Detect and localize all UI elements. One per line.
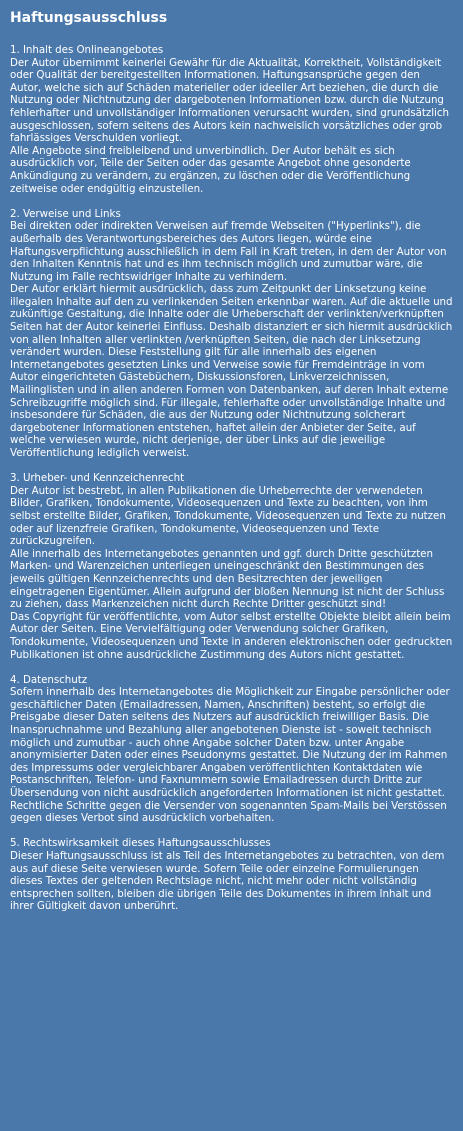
section-heading: 4. Datenschutz [10, 673, 88, 686]
section-paragraph: Dieser Haftungsausschluss ist als Teil des Internetangebotes zu betrachten, von dem aus auf diese Seite verwiesen wurde. Sofern Teile oder einzelne Formulierungen dieses Textes der geltenden Rechtslage nicht, nicht mehr oder nicht vollständig entsprechen sollten, bleiben die übrigen Teile des Dokumentes in ihrem Inhalt und ihrer Gültigkeit davon unberührt. [10, 850, 445, 913]
section-paragraph: Der Autor ist bestrebt, in allen Publikationen die Urheberrechte der verwendeten Bilder, Grafiken, Tondokumente, Videosequenzen und Texte zu beachten, von ihm selbst erstellte Bilder, Grafiken, Tondokumente, Videosequenzen und Texte zu nutzen oder auf lizenzfreie Grafiken, Tondokumente, Videosequenzen und Texte zurückzugreifen. [10, 484, 446, 548]
section-paragraph: Sofern innerhalb des Internetangebotes die Möglichkeit zur Eingabe persönlicher oder geschäftlicher Daten (Emailadressen, Namen, Anschriften) besteht, so erfolgt die Preisgabe dieser Daten seitens des Nutzers auf ausdrücklich freiwilliger Basis. Die Inanspruchnahme und Bezahlung aller angebotenen Dienste ist - soweit technisch möglich und zumutbar - auch ohne Angabe solcher Daten bzw. unter Angabe anonymisierter Daten oder eines Pseudonyms gestattet. Die Nutzung der im Rahmen des Impressums oder vergleichbarer Angaben veröffentlichten Kontaktdaten wie Postanschriften, Telefon- und Faxnummern sowie Emailadressen durch Dritte zur Übersendung von nicht ausdrücklich angeforderten Informationen ist nicht gestattet. Rechtliche Schritte gegen die Versender von sogenannten Spam-Mails bei Verstössen gegen dieses Verbot sind ausdrücklich vorbehalten. [10, 686, 450, 825]
section-paragraph: Alle innerhalb des Internetangebotes genannten und ggf. durch Dritte geschützten Marken- und Warenzeichen unterliegen uneingeschränkt den Bestimmungen des jeweils gültigen Kennzeichenrechts und den Besitzrechten der jeweiligen eingetragenen Eigentümer. Allein aufgrund der bloßen Nennung ist nicht der Schluss zu ziehen, dass Markenzeichen nicht durch Rechte Dritter geschützt sind! [10, 547, 445, 611]
section-privacy [10, 674, 454, 825]
section-heading: 2. Verweise und Links [10, 207, 121, 220]
section-links [10, 208, 454, 460]
section-paragraph: Der Autor erklärt hiermit ausdrücklich, dass zum Zeitpunkt der Linksetzung keine illegalen Inhalte auf den zu verlinkenden Seiten erkennbar waren. Auf die aktuelle und zukünftige Gestaltung, die Inhalte oder die Urheberschaft der verlinkten/verknüpften Seiten hat der Autor keinerlei Einfluss. Deshalb distanziert er sich hiermit ausdrücklich von allen Inhalten aller verlinkten /verknüpften Seiten, die nach der Linksetzung verändert wurden. Diese Feststellung gilt für alle innerhalb des eigenen Internetangebotes gesetzten Links und Verweise sowie für Fremdeinträge in vom Autor eingerichteten Gästebüchern, Diskussionsforen, Linkverzeichnissen, Mailinglisten und in allen anderen Formen von Datenbanken, auf deren Inhalt externe Schreibzugriffe möglich sind. Für illegale, fehlerhafte oder unvollständige Inhalte und insbesondere für Schäden, die aus der Nutzung oder Nichtnutzung solcherart dargebotener Informationen entstehen, haftet allein der Anbieter der Seite, auf welche verwiesen wurde, nicht derjenige, der über Links auf die jeweilige Veröffentlichung lediglich verweist. [10, 283, 453, 459]
section-heading: 5. Rechtswirksamkeit dieses Haftungsausschlusses [10, 837, 271, 850]
section-copyright [10, 472, 454, 661]
section-content [10, 44, 454, 195]
section-heading: 1. Inhalt des Onlineangebotes [10, 44, 164, 56]
section-paragraph: Alle Angebote sind freibleibend und unverbindlich. Der Autor behält es sich ausdrücklich vor, Teile der Seiten oder das gesamte Angebot ohne gesonderte Ankündigung zu verändern, zu ergänzen, zu löschen oder die Veröffentlichung zeitweise oder endgültig einzustellen. [10, 144, 411, 195]
section-paragraph: Der Autor übernimmt keinerlei Gewähr für die Aktualität, Korrektheit, Vollständigkeit oder Qualität der bereitgestellten Informationen. Haftungsansprüche gegen den Autor, welche sich auf Schäden materieller oder ideeller Art beziehen, die durch die Nutzung oder Nichtnutzung der dargebotenen Informationen bzw. durch die Nutzung fehlerhafter und unvollständiger Informationen verursacht wurden, sind grundsätzlich ausgeschlossen, sofern seitens des Autors kein nachweislich vorsätzliches oder grob fahrlässiges Verschulden vorliegt. [10, 56, 449, 145]
section-paragraph: Das Copyright für veröffentlichte, vom Autor selbst erstellte Objekte bleibt allein beim Autor der Seiten. Eine Vervielfältigung oder Verwendung solcher Grafiken, Tondokumente, Videosequenzen und Texte in anderen elektronischen oder gedruckten Publikationen ist ohne ausdrückliche Zustimmung des Autors nicht gestattet. [10, 610, 453, 661]
section-paragraph: Bei direkten oder indirekten Verweisen auf fremde Webseiten ("Hyperlinks"), die außerhalb des Verantwortungsbereiches des Autors liegen, würde eine Haftungsverpflichtung ausschließlich in dem Fall in Kraft treten, in dem der Autor von den Inhalten Kenntnis hat und es ihm technisch möglich und zumutbar wäre, die Nutzung im Falle rechtswidriger Inhalte zu verhindern. [10, 220, 447, 283]
page-title: Haftungsausschluss [10, 10, 168, 26]
section-heading: 3. Urheber- und Kennzeichenrecht [10, 472, 185, 485]
section-validity [10, 837, 454, 913]
